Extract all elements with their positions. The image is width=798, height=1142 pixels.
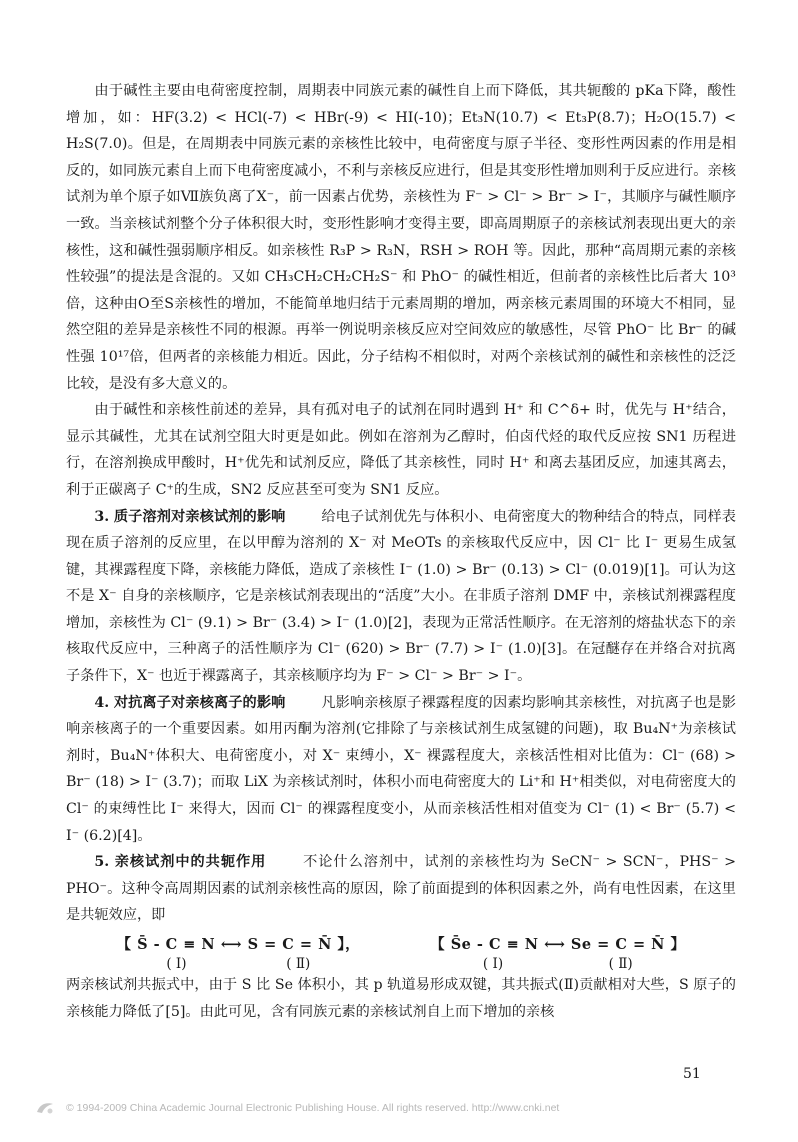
section-number: 3. — [94, 508, 110, 525]
cnki-logo-icon — [34, 1100, 56, 1116]
page-number: 51 — [683, 1066, 701, 1082]
structure-label: ( Ⅰ) — [482, 956, 504, 972]
article-body — [66, 78, 736, 1025]
closing-paragraph: 两亲核试剂共振式中，由于 S 比 Se 体积小，其 p 轨道易形成双键，其共振式(Ⅱ)贡献相对大些，S 原子的亲核能力降低了[5]。由此可见，含有同族元素的亲核试剂自上而下增加的亲核 — [66, 977, 736, 1020]
section-number: 5. — [94, 854, 110, 871]
paragraph-proton-competition: 由于碱性和亲核性前述的差异，具有孤对电子的试剂在同时遇到 H⁺ 和 C^δ+ 时，优先与 H⁺结合，显示其碱性，尤其在试剂空阻大时更是如此。例如在溶剂为乙醇时，伯卤代烃的取代反应按 SN1 历程进行，在溶剂换成甲酸时，H⁺优先和试剂反应，降低了其亲核性，同时 H⁺ 和离去基团反应，加速其离去，利于正碳离子 C⁺的生成，SN2 反应甚至可变为 SN1 反应。 — [66, 402, 736, 498]
selenocyanate-resonance — [430, 933, 685, 972]
copyright-text: © 1994-2009 China Academic Journal Electronic Publishing House. All rights reserved. http://www.cnki.net — [66, 1102, 560, 1114]
section-text: 凡影响亲核原子裸露程度的因素均影响其亲核性，对抗离子也是影响亲核离子的一个重要因素。如用丙酮为溶剂(它排除了与亲核试剂生成氢键的问题)，取 Bu₄N⁺为亲核试剂时，Bu₄N⁺体积大、电荷密度小，对 X⁻ 束缚小，X⁻ 裸露程度大，亲核活性相对比值为：Cl⁻ (68) > Br⁻ (18) > I⁻ (3.7)；而取 LiX 为亲核试剂时，体积小而电荷密度大的 Li⁺和 H⁺相类似，对电荷密度大的 Cl⁻ 的束缚性比 I⁻ 来得大，因而 Cl⁻ 的裸露程度变小，从而亲核活性相对值变为 Cl⁻ (1) < Br⁻ (5.7) < I⁻ (6.2)[4]。 — [66, 694, 736, 844]
structure-label: ( Ⅱ) — [608, 956, 633, 972]
thiocyanate-resonance — [117, 933, 361, 972]
section-title: 亲核试剂中的共轭作用 — [114, 854, 267, 871]
section-3 — [66, 504, 736, 690]
section-text: 给电子试剂优先与体积小、电荷密度大的物种结合的特点，同样表现在质子溶剂的反应里，在以甲醇为溶剂的 X⁻ 对 MeOTs 的亲核取代反应中，因 Cl⁻ 比 I⁻ 更易生成氢键，其裸露程度下降，亲核能力降低，造成了亲核性 I⁻ (1.0) > Br⁻ (0.13) > Cl⁻ (0.019)[1]。可认为这不是 X⁻ 自身的亲核顺序，它是亲核试剂表现出的“活度”大小。在非质子溶剂 DMF 中，亲核试剂裸露程度增加，亲核性为 Cl⁻ (9.1) > Br⁻ (3.4) > I⁻ (1.0)[2]，表现为正常活性顺序。在无溶剂的熔盐状态下的亲核取代反应中，三种离子的活性顺序为 Cl⁻ (620) > Br⁻ (7.7) > I⁻ (1.0)[3]。在冠醚存在并络合对抗离子条件下，X⁻ 也近于裸露离子，其亲核顺序均为 F⁻ > Cl⁻ > Br⁻ > I⁻。 — [66, 508, 736, 685]
resonance-formula: 【 S̄ - C ≡ N ⟷ S = C = N̄ 】， — [116, 936, 361, 953]
section-4 — [66, 690, 736, 850]
section-text: 不论什么溶剂中，试剂的亲核性均为 SeCN⁻ > SCN⁻，PHS⁻ > PHO⁻。这种令高周期因素的试剂亲核性高的原因，除了前面提到的体积因素之外，尚有电性因素，在这里是共轭效应，即 — [66, 854, 737, 924]
section-title: 对抗离子对亲核离子的影响 — [113, 694, 286, 711]
structure-label: ( Ⅰ) — [166, 956, 187, 972]
copyright-footer — [34, 1098, 754, 1118]
structure-label: ( Ⅱ) — [286, 956, 311, 972]
section-title: 质子溶剂对亲核试剂的影响 — [113, 508, 286, 525]
resonance-structures — [66, 933, 736, 972]
resonance-formula: 【 S̄e - C ≡ N ⟷ Se = C = N̄ 】 — [430, 936, 686, 953]
section-5 — [66, 849, 736, 929]
section-number: 4. — [94, 694, 110, 711]
paragraph-basicity: 由于碱性主要由电荷密度控制，周期表中同族元素的碱性自上而下降低，其共轭酸的 pKa下降，酸性增加，如：HF(3.2) < HCl(-7) < HBr(-9) < HI(-10)；Et₃N(10.7) < Et₃P(8.7)；H₂O(15.7) < H₂S(7.0)。但是，在周期表中同族元素的亲核性比较中，电荷密度与原子半径、变形性两因素的作用是相反的，如同族元素自上而下电荷密度减小，不利与亲核反应进行，但是其变形性增加则利于反应进行。亲核试剂为单个原子如Ⅶ族负离了X⁻，前一因素占优势，亲核性为 F⁻ > Cl⁻ > Br⁻ > I⁻，其顺序与碱性顺序一致。当亲核试剂整个分子体积很大时，变形性影响才变得主要，即高周期原子的亲核试剂表现出更大的亲核性，这和碱性强弱顺序相反。如亲核性 R₃P > R₃N，RSH > ROH 等。因此，那种“高周期元素的亲核性较强”的提法是含混的。又如 CH₃CH₂CH₂CH₂S⁻ 和 PhO⁻ 的碱性相近，但前者的亲核性比后者大 10³ 倍，这种由O至S亲核性的增加，不能简单地归结于元素周期的增加，两亲核元素周围的环境大不相同，显然空阻的差异是亲核性不同的根源。再举一例说明亲核反应对空间效应的敏感性，尽管 PhO⁻ 比 Br⁻ 的碱性强 10¹⁷倍，但两者的亲核能力相近。因此，分子结构不相似时，对两个亲核试剂的碱性和亲核性的泛泛比较，是没有多大意义的。 — [66, 83, 736, 392]
